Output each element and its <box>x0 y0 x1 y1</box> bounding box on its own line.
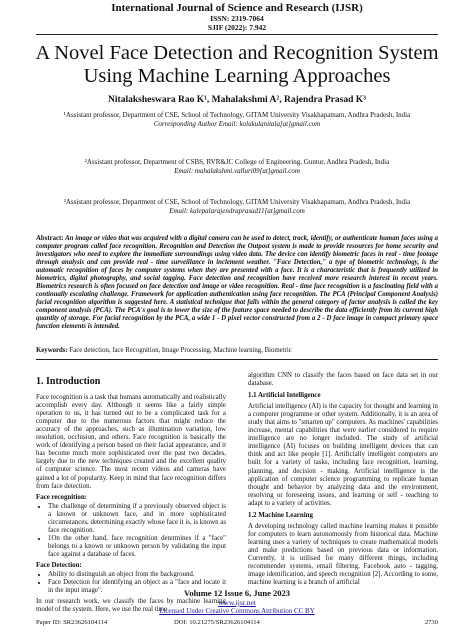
intro-paragraph: Face recognition is a task that humans automatically and realistically accomplish every day. Although it seems like a fairly simple operation to us, it has turned out to be a complicated task for a computer due to the numerous factors that might reduce the accuracy of the approaches, such as illumination variation, low resolution, occlusion, and others. Face recognition is basically the work of identifying a person based on their facial appearance, and it has become much more sophisticated over the past two decades, largely due to the new techniques created and the excellent quality of computer science. The most recent videos and cameras have gained a lot of popularity. Keep in mind that face recognition differs from face detection. <box>36 394 227 490</box>
doi: DOI: 10.21275/SR23626104114 <box>174 619 260 626</box>
affiliation-3 <box>50 198 424 215</box>
affiliation-1-email: Corresponding Author Email: kolukulanitala[at]gmail.com <box>153 119 321 128</box>
affiliation-1-line1: ¹Assistant professor, Department of CSE, School of Technology, GITAM University Visakhapatnam, Andhra Pradesh, India <box>63 111 411 119</box>
affiliation-3-line1: ³Assistant professor, Department of CSE, School of Technology, GITAM University Visakhapatnam, Andhra Pradesh, India <box>63 198 411 206</box>
paper-title <box>20 42 454 88</box>
continued-paragraph: algorithm CNN to classify the faces based on face data set in our database. <box>248 372 438 388</box>
affiliation-3-email: Email: kalepalarajendraprasad11[at]gmail.com <box>169 206 305 215</box>
subsection-heading-ai: 1.1 Artificial Intelligence <box>248 392 321 400</box>
title-line-2: Using Machine Learning Approaches <box>83 65 391 87</box>
ml-paragraph: A developing technology called machine learning makes it possible for computers to learn autonomously from historical data. Machine learning uses a variety of techniques to create mathematical models and make predictions based on previous data or information. Currently, it is utilised for many different things, including recommender systems, email filtering, Facebook auto - tagging, image identification, and speech recognition [2]. According to some, machine learning is a branch of artificial <box>248 522 438 587</box>
section-heading-introduction: 1. Introduction <box>36 376 101 387</box>
page-number: 2730 <box>424 619 438 626</box>
abstract <box>36 235 438 331</box>
keywords-text: Face detection, face Recognition, Image Processing, Machine learning, Biometric <box>69 347 292 354</box>
issn: ISSN: 2319-7064 <box>210 14 264 23</box>
list-item: • Face Detection for identifying an object as a "face and locate it in the input image". <box>48 579 226 595</box>
face-recognition-label: Face recognition: <box>36 493 87 501</box>
affiliation-2-email: Email: mahalakshmi.valluri09[at]gmail.com <box>174 166 300 175</box>
journal-url-link[interactable]: www.ijsr.net <box>218 598 256 607</box>
abstract-label: Abstract: <box>36 235 64 242</box>
list-item: • 1On the other hand, face recognition determines if a "face" belongs to a known or unknown person by validating the input face against a database of faces. <box>48 535 226 559</box>
authors: Nitalaksheswara Rao K¹, Mahalakshmi A², Rajendra Prasad K³ <box>108 95 366 105</box>
face-recognition-list <box>36 503 226 559</box>
journal-header <box>0 2 474 32</box>
face-detection-label: Face Detection: <box>36 561 82 569</box>
research-paragraph: In our research work, we classify the faces by machine learning model of the system. Here, we use the real time <box>36 598 226 614</box>
keywords-label: Keywords: <box>36 347 68 354</box>
list-item: • The challenge of determining if a previously observed object is a known or unknown face, and in more sophisticated circumstances, determining exactly whose face it is, is known as face recognition. <box>48 503 226 535</box>
keywords <box>36 347 438 355</box>
title-line-1: A Novel Face Detection and Recognition System <box>35 42 439 64</box>
paper-id: Paper ID: SR23626104114 <box>36 619 108 626</box>
sjif: SJIF (2022): 7.942 <box>207 23 267 32</box>
subsection-heading-ml: 1.2 Machine Learning <box>248 511 313 519</box>
license-link[interactable]: Licensed Under Creative Commons Attribution CC BY <box>159 607 315 615</box>
affiliation-2 <box>50 158 424 175</box>
keywords-rule <box>36 359 438 360</box>
affiliation-2-line1: ²Assistant professor, Department of CSBS, RVR&JC College of Engineering, Guntur, Andhra Pradesh, India <box>84 158 390 166</box>
affiliation-1 <box>50 111 424 128</box>
right-column <box>248 372 438 590</box>
left-column <box>36 372 226 617</box>
page-footer <box>0 588 474 616</box>
volume-issue: Volume 12 Issue 6, June 2023 <box>184 588 290 598</box>
journal-name: International Journal of Science and Research (IJSR) <box>111 2 363 14</box>
list-item: • Ability to distinguish an object from the background. <box>48 571 226 579</box>
abstract-text: An image or video that was acquired with a digital camera can be used to detect, track, identify, or authenticate human faces using a computer program called face recognition. Recognition and Detection the Outpost system is made to provide resources for home security and investigators who need to explore the immediate surroundings using video data. The device can identify biometric faces in real - time footage through analysis and can provide real - time surveillance in inclement weather. "Face Detection," a type of biometric technology, is the automatic recognition of faces by computer systems when they are presented with a face. It is a characteristic that is frequently utilized in biometrics, digital photography, and social tagging. Face detection and recognition have received more research interest in recent years. Biometrics research is often focused on face detection and image or video recognition. Real - time face recognition is a fascinating field with a continually escalating challenge. Framework for application authentication using face recognition. The PCA (Principal Component Analysis) facial recognition algorithm is suggested here. A statistical technique that falls within the general category of factor analysis is called the key component analysis (PCA). The PCA's goal is to lower the size of the feature space needed to describe the data efficiently from its current high quantity of storage. For facial recognition by the PCA, a wide 1 - D pixel vector constructed from a 2 - D face image in compact primary space function elements is intended. <box>36 235 439 330</box>
ai-paragraph: Artificial intelligence (AI) is the capacity for thought and learning in a computer programme or other system. Additionally, it is an area of study that aims to "smarten up" computers. As machines' capabilities increase, mental capabilities that were earlier considered to require intelligence are no longer included. The study of artificial intelligence (AI) focuses on building intelligent devices that can think and act like people [1]. Artificially intelligent computers are built for a variety of tasks, including face recognition, learning, planning, and decision - making. Artificial intelligence is the application of computer science programming to replicate human thought and behavior by analyzing data and the environment, resolving or foreseeing issues, and learning or self - teaching to adapt to a variety of activities. <box>248 403 438 507</box>
header-rule <box>36 34 438 35</box>
